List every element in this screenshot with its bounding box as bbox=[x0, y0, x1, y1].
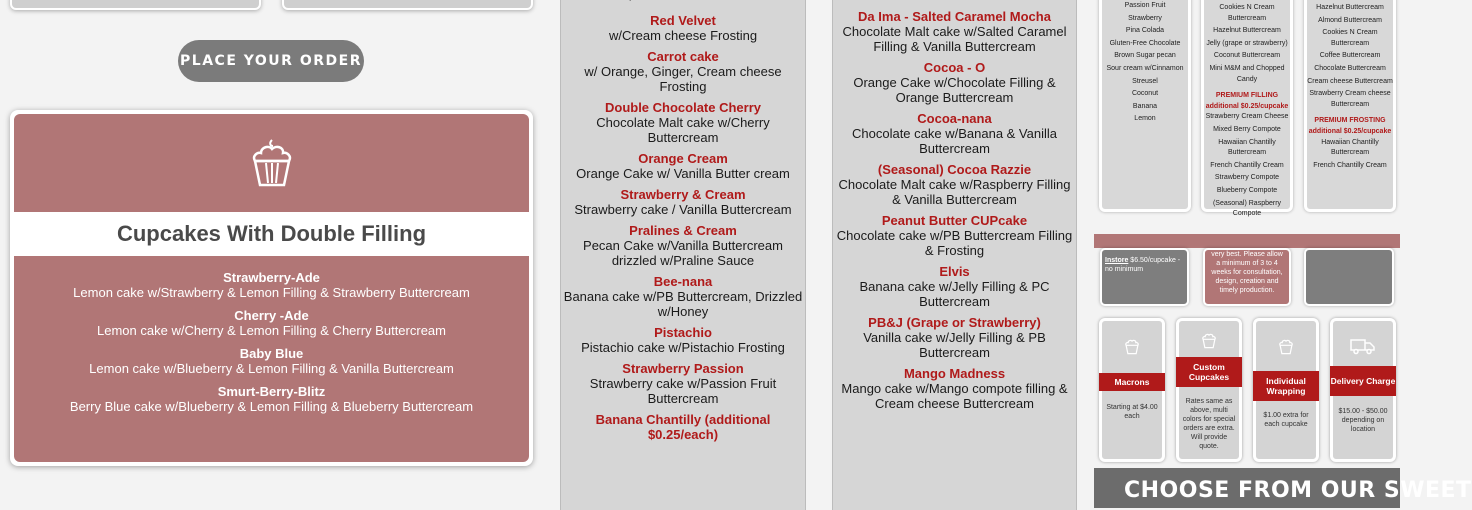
flavor-name: (Seasonal) Cocoa Razzie bbox=[877, 162, 1032, 177]
option-item: Jelly (grape or strawberry) bbox=[1206, 39, 1288, 47]
option-item: Passion Fruit bbox=[1124, 2, 1166, 9]
flavor-desc: Chocolate Malt cake w/Salted Caramel Filling & Vanilla Buttercream bbox=[842, 24, 1067, 54]
option-item: Hawaiian Chantilly Buttercream bbox=[1218, 138, 1276, 157]
flavor-column-2 bbox=[832, 0, 1077, 510]
option-item: Almond Buttercream bbox=[1318, 16, 1382, 24]
item-desc bbox=[561, 0, 805, 1]
option-item: Chocolate Buttercream bbox=[1314, 64, 1386, 72]
option-item: Hazelnut Buttercream bbox=[1316, 4, 1384, 11]
list-item bbox=[561, 325, 805, 355]
option-list bbox=[1307, 3, 1393, 110]
flavor-name: Double Chocolate Cherry bbox=[604, 100, 762, 115]
double-filling-list bbox=[14, 256, 529, 462]
list-item bbox=[833, 366, 1076, 411]
item-desc: Lemon cake w/Strawberry & Lemon Filling & Strawberry Buttercream bbox=[73, 285, 470, 300]
extra-desc: Rates same as above, multi colors for special orders are extra. Will provide quote. bbox=[1182, 398, 1236, 450]
flavor-desc: Chocolate Malt cake w/Raspberry Filling & Vanilla Buttercream bbox=[838, 177, 1071, 207]
extra-desc: $1.00 extra for each cupcake bbox=[1263, 412, 1309, 428]
item-desc: Lemon cake w/Cherry & Lemon Filling & Cherry Buttercream bbox=[97, 323, 446, 338]
flavor-desc: Pistachio cake w/Pistachio Frosting bbox=[581, 340, 785, 355]
double-filling-header bbox=[14, 114, 529, 212]
option-item: Mini M&M and Chopped Candy bbox=[1209, 64, 1285, 83]
extra-title: Custom Cupcakes bbox=[1176, 357, 1242, 387]
option-item: Strawberry Cream cheese Buttercream bbox=[1309, 90, 1391, 108]
extra-card-delivery-charge bbox=[1330, 318, 1396, 462]
frosting-options bbox=[1304, 0, 1396, 212]
option-item: Cookies N Cream Buttercream bbox=[1219, 4, 1275, 22]
instore-price-box bbox=[1100, 248, 1189, 306]
list-item bbox=[20, 308, 523, 338]
flavor-name: Pistachio bbox=[654, 325, 712, 340]
cupcake-icon bbox=[1201, 331, 1217, 349]
option-item: Brown Sugar pecan bbox=[1114, 52, 1176, 60]
flavor-desc: Banana cake w/Jelly Filling & PC Buttercream bbox=[859, 279, 1050, 309]
list-item bbox=[561, 223, 805, 268]
extra-title: Delivery Charge bbox=[1330, 366, 1396, 396]
flavor-name: Da Ima - Salted Caramel Mocha bbox=[858, 9, 1051, 24]
extra-title: Macrons bbox=[1099, 373, 1165, 391]
premium-filling-title: PREMIUM FILLING additional $0.25/cupcake bbox=[1205, 92, 1289, 110]
option-item: Banana bbox=[1132, 102, 1158, 110]
option-item: Blueberry Compote bbox=[1216, 186, 1278, 194]
extra-desc: $15.00 - $50.00 depending on location bbox=[1338, 408, 1388, 433]
list-item bbox=[561, 361, 805, 406]
list-item bbox=[561, 49, 805, 94]
flavor-desc: Banana cake w/PB Buttercream, Drizzled w/Honey bbox=[563, 289, 803, 319]
item-desc: Lemon cake w/Blueberry & Lemon Filling & Vanilla Buttercream bbox=[89, 361, 454, 376]
flavor-column-1 bbox=[560, 0, 806, 510]
option-list bbox=[1204, 112, 1290, 219]
option-item: Cookies N Cream Buttercream bbox=[1322, 29, 1378, 47]
option-list bbox=[1204, 3, 1290, 85]
flavor-desc: Chocolate cake w/PB Buttercream Filling & Frosting bbox=[836, 228, 1073, 258]
option-item: Hazelnut Buttercream bbox=[1213, 27, 1281, 35]
previous-card bbox=[10, 0, 261, 10]
item-name: Cherry -Ade bbox=[234, 308, 309, 323]
option-item: Sour cream w/Cinnamon bbox=[1106, 64, 1184, 72]
option-item: Coffee Buttercream bbox=[1319, 52, 1381, 60]
section-heading: CHOOSE FROM OUR SWEET bbox=[1094, 468, 1400, 508]
premium-frosting-title: PREMIUM FROSTING additional $0.25/cupcake bbox=[1308, 117, 1392, 135]
price-box bbox=[1304, 248, 1394, 306]
flavor-desc: w/Cream cheese Frosting bbox=[608, 28, 758, 43]
truck-icon bbox=[1350, 337, 1376, 355]
flavor-name: Carrot cake bbox=[647, 49, 719, 64]
list-item bbox=[833, 213, 1076, 258]
list-item bbox=[561, 274, 805, 319]
option-item: Coconut Buttercream bbox=[1213, 52, 1281, 60]
flavor-name: Elvis bbox=[939, 264, 970, 279]
option-item: Strawberry Compote bbox=[1214, 174, 1280, 182]
flavor-desc: Mango cake w/Mango compote filling & Cream cheese Buttercream bbox=[841, 381, 1068, 411]
flavor-name: Orange Cream bbox=[638, 151, 728, 166]
list-item bbox=[561, 187, 805, 217]
extra-desc: Starting at $4.00 each bbox=[1106, 404, 1158, 420]
flavor-name: Cocoa-nana bbox=[917, 111, 992, 126]
cupcake-icon bbox=[1278, 337, 1294, 355]
filling-options bbox=[1201, 0, 1293, 218]
item-desc: Berry Blue cake w/Blueberry & Lemon Filling & Blueberry Buttercream bbox=[69, 399, 474, 414]
list-item bbox=[833, 162, 1076, 207]
option-item: Lemon bbox=[1134, 115, 1156, 123]
extra-card-macrons bbox=[1099, 318, 1165, 462]
item-name: Smurt-Berry-Blitz bbox=[217, 384, 326, 399]
list-item bbox=[561, 412, 805, 442]
lead-time-notice: very best. Please allow a minimum of 3 to 4 weeks for consultation, design, creation and timely production. bbox=[1203, 248, 1291, 306]
list-item bbox=[833, 60, 1076, 105]
instore-label: Instore bbox=[1105, 257, 1129, 264]
flavor-name: Cocoa - O bbox=[923, 60, 986, 75]
list-item bbox=[561, 13, 805, 43]
flavor-list bbox=[561, 13, 805, 442]
flavor-name: PB&J (Grape or Strawberry) bbox=[868, 315, 1041, 330]
option-item: Cream cheese Buttercream bbox=[1307, 77, 1393, 85]
cupcake-icon bbox=[1124, 337, 1140, 355]
list-item bbox=[833, 111, 1076, 156]
flavor-name: Banana Chantilly (additional $0.25/each) bbox=[595, 412, 771, 442]
extra-card-individual-wrapping bbox=[1253, 318, 1319, 462]
flavor-desc: Pecan Cake w/Vanilla Buttercream drizzled w/Praline Sauce bbox=[583, 238, 783, 268]
option-item: Gluten-Free Chocolate bbox=[1109, 39, 1181, 47]
option-item: Mixed Berry Compote bbox=[1213, 125, 1281, 133]
flavor-name: Red Velvet bbox=[650, 13, 716, 28]
item-name: Strawberry-Ade bbox=[223, 270, 320, 285]
flavor-desc: Strawberry cake w/Passion Fruit Buttercream bbox=[589, 376, 777, 406]
place-order-button[interactable]: PLACE YOUR ORDER bbox=[178, 40, 364, 82]
cupcake-icon bbox=[249, 137, 295, 189]
divider-stripe bbox=[1094, 234, 1400, 248]
flavor-list bbox=[833, 9, 1076, 411]
flavor-desc: Chocolate cake w/Banana & Vanilla Buttercream bbox=[852, 126, 1057, 156]
option-item: French Chantilly Cream bbox=[1210, 161, 1284, 169]
previous-card bbox=[282, 0, 533, 10]
flavor-desc: w/ Orange, Ginger, Cream cheese Frosting bbox=[584, 64, 782, 94]
list-item bbox=[561, 151, 805, 181]
list-item bbox=[833, 315, 1076, 360]
option-item: Strawberry Cream Cheese bbox=[1205, 113, 1289, 121]
flavor-name: Strawberry Passion bbox=[622, 361, 744, 376]
double-filling-card bbox=[10, 110, 533, 466]
flavor-desc: Vanilla cake w/Jelly Filling & PB Buttercream bbox=[863, 330, 1046, 360]
option-item: French Chantilly Cream bbox=[1313, 161, 1387, 169]
list-item bbox=[20, 270, 523, 300]
list-item bbox=[20, 384, 523, 414]
list-item bbox=[561, 100, 805, 145]
option-item: Coconut bbox=[1131, 90, 1159, 98]
flavor-name: Mango Madness bbox=[903, 366, 1006, 381]
option-item: Pina Colada bbox=[1125, 27, 1165, 35]
flavor-name: Pralines & Cream bbox=[629, 223, 737, 238]
option-item: Streusel bbox=[1132, 77, 1158, 85]
topping-options bbox=[1099, 0, 1191, 212]
flavor-desc: Chocolate Malt cake w/Cherry Buttercream bbox=[596, 115, 770, 145]
double-filling-title: Cupcakes With Double Filling bbox=[14, 212, 529, 256]
flavor-desc: Orange Cake w/Chocolate Filling & Orange Buttercream bbox=[853, 75, 1056, 105]
extra-card-custom-cupcakes bbox=[1176, 318, 1242, 462]
list-item bbox=[833, 9, 1076, 54]
option-list bbox=[1307, 138, 1393, 172]
list-item bbox=[833, 264, 1076, 309]
flavor-name: Peanut Butter CUPcake bbox=[881, 213, 1028, 228]
item-name: Baby Blue bbox=[239, 346, 304, 361]
option-item: Hawaiian Chantilly Buttercream bbox=[1321, 138, 1379, 157]
flavor-desc: Strawberry cake / Vanilla Buttercream bbox=[574, 202, 792, 217]
extra-title: Individual Wrapping bbox=[1253, 371, 1319, 401]
flavor-name: Strawberry & Cream bbox=[620, 187, 746, 202]
option-item: Strawberry bbox=[1128, 14, 1162, 22]
flavor-desc: Orange Cake w/ Vanilla Butter cream bbox=[576, 166, 790, 181]
list-item bbox=[20, 346, 523, 376]
instore-price: $6.50/cupcake - no minimum bbox=[1105, 257, 1181, 273]
option-list bbox=[1102, 1, 1188, 125]
option-item: (Seasonal) Raspberry Compote bbox=[1212, 199, 1282, 218]
flavor-name: Bee-nana bbox=[653, 274, 713, 289]
